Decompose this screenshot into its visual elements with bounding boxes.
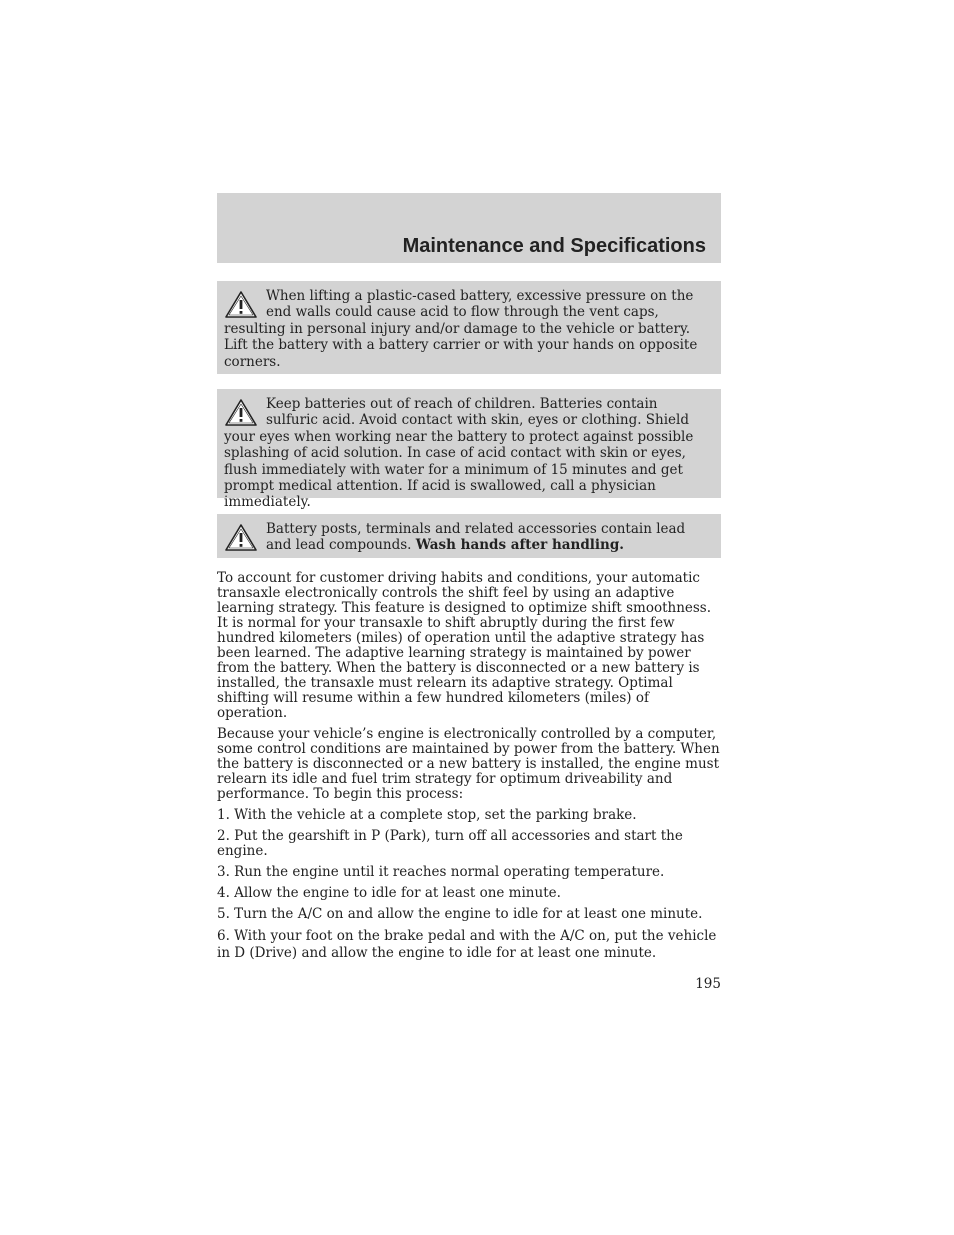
step-item: 4. Allow the engine to idle for at least one minute.	[217, 885, 561, 901]
step-item: 5. Turn the A/C on and allow the engine to idle for at least one minute.	[217, 906, 703, 922]
paragraph: To account for customer driving habits and conditions, your automatic transaxle electronically controls the shift feel by using an adaptive learning strategy. This feature is designed to optimize shift smoothness. It is normal for your transaxle to shift abruptly during the first few hundred kilometers (miles) of operation until the adaptive strategy has been learned. The adaptive learning strategy is maintained by power from the battery. When the battery is disconnected or a new battery is installed, the transaxle must relearn its adaptive strategy. Optimal shifting will resume within a few hundred kilometers (miles) of operation.	[217, 570, 712, 721]
warning-box-1	[217, 281, 721, 374]
section-header	[217, 193, 721, 263]
warning-triangle-icon	[224, 398, 258, 428]
step-item: 1. With the vehicle at a complete stop, set the parking brake.	[217, 807, 637, 823]
warning-triangle-icon	[224, 290, 258, 320]
step-item: 3. Run the engine until it reaches normal operating temperature.	[217, 864, 665, 880]
section-title: Maintenance and Specifications	[402, 235, 706, 257]
warning-box-3	[217, 514, 721, 558]
warning-text: Keep batteries out of reach of children. Batteries contain sulfuric acid. Avoid contact with skin, eyes or clothing. Shield your eyes when working near the battery to protect against possible splashing of acid solution. In case of acid contact with skin or eyes, flush immediately with water for a minimum of 15 minutes and get prompt medical attention. If acid is swallowed, call a physician immediately.	[224, 396, 694, 511]
warning-bold-text: Wash hands after handling.	[415, 537, 624, 554]
warning-text: When lifting a plastic-cased battery, excessive pressure on the end walls could cause acid to flow through the vent caps, resulting in personal injury and/or damage to the vehicle or battery. Lift the battery with a battery carrier or with your hands on opposite corners.	[224, 288, 698, 370]
step-item: 2. Put the gearshift in P (Park), turn off all accessories and start the engine.	[217, 828, 683, 859]
manual-page	[217, 193, 721, 992]
page-number: 195	[695, 976, 721, 992]
step-item: 6. With your foot on the brake pedal and with the A/C on, put the vehicle in D (Drive) and allow the engine to idle for at least one minute.	[217, 928, 717, 961]
warning-text: Battery posts, terminals and related accessories contain lead and lead compounds.	[266, 521, 686, 554]
paragraph: Because your vehicle’s engine is electronically controlled by a computer, some control conditions are maintained by power from the battery. When the battery is disconnected or a new battery is installed, the engine must relearn its idle and fuel trim strategy for optimum driveability and performance. To begin this process:	[217, 726, 720, 802]
warning-triangle-icon	[224, 523, 258, 553]
body-text	[217, 571, 721, 962]
warning-box-2	[217, 389, 721, 511]
